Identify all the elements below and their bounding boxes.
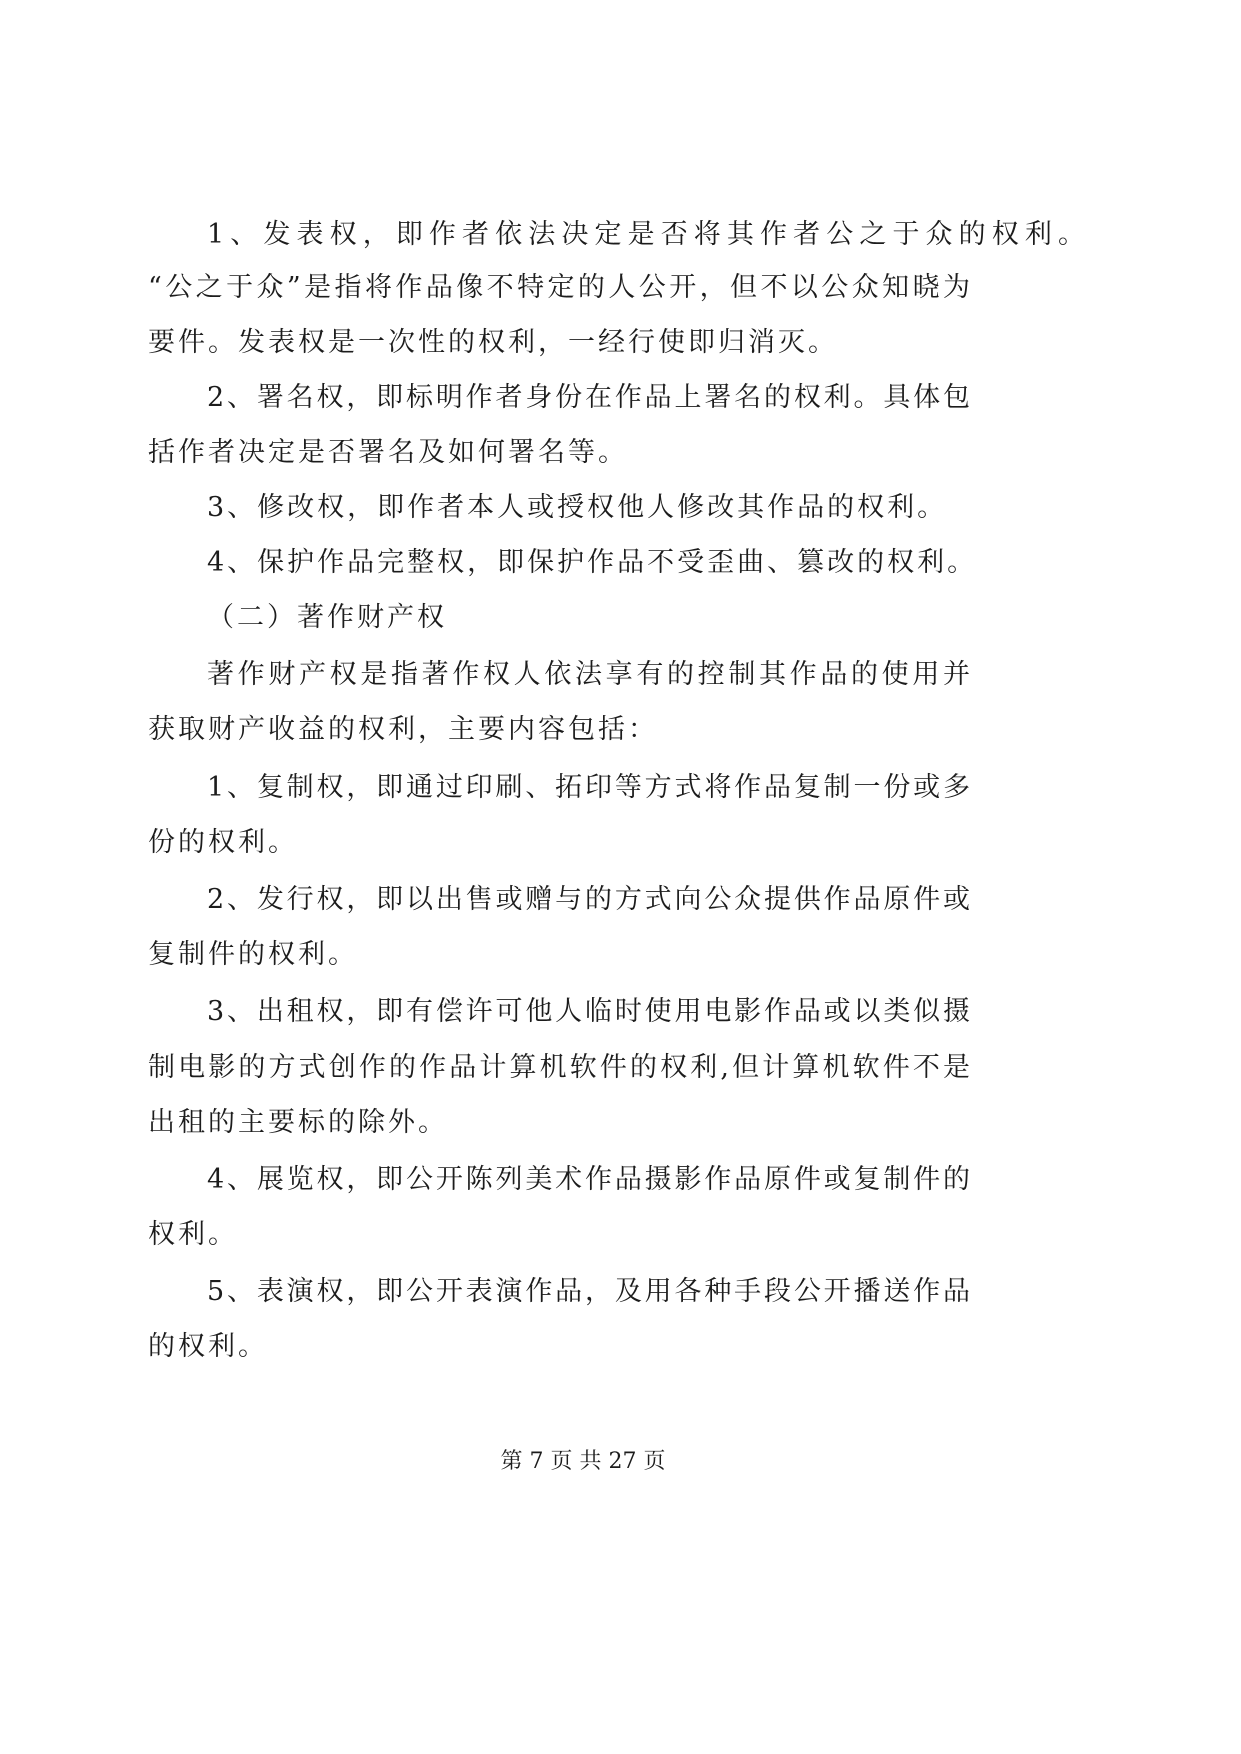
paragraph-line: 4、展览权，即公开陈列美术作品摄影作品原件或复制件的 [207,1164,970,1195]
paragraph-line: 2、署名权，即标明作者身份在作品上署名的权利。具体包 [207,382,970,413]
paragraph-line: 权利。 [148,1219,238,1250]
paragraph-line: 要件。发表权是一次性的权利，一经行使即归消灭。 [148,327,838,358]
paragraph-line: 份的权利。 [148,827,298,858]
paragraph-line: 1、发表权，即作者依法决定是否将其作者公之于众的权利。 [207,219,1085,250]
paragraph-line: 的权利。 [148,1331,268,1362]
paragraph-line: “公之于众”是指将作品像不特定的人公开，但不以公众知晓为 [148,272,970,303]
section-heading-text: （二）著作财产权 [207,602,447,633]
paragraph-line: 获取财产收益的权利，主要内容包括： [148,714,658,745]
paragraph-line: 复制件的权利。 [148,939,358,970]
paragraph-line: 4、保护作品完整权，即保护作品不受歪曲、篡改的权利。 [207,547,978,578]
paragraph-line: 著作财产权是指著作权人依法享有的控制其作品的使用并 [207,659,970,690]
paragraph-line: 3、修改权，即作者本人或授权他人修改其作品的权利。 [207,492,948,523]
paragraph-line: 制电影的方式创作的作品计算机软件的权利,但计算机软件不是 [148,1052,970,1083]
paragraph-line: 5、表演权，即公开表演作品，及用各种手段公开播送作品 [207,1276,970,1307]
paragraph-line: 2、发行权，即以出售或赠与的方式向公众提供作品原件或 [207,884,970,915]
paragraph-line: 3、出租权，即有偿许可他人临时使用电影作品或以类似摄 [207,996,970,1027]
paragraph-line: 括作者决定是否署名及如何署名等。 [148,437,628,468]
page-number-footer: 第 7 页 共 27 页 [500,1449,666,1474]
paragraph-line: 1、复制权，即通过印刷、拓印等方式将作品复制一份或多 [207,772,970,803]
paragraph-line: 出租的主要标的除外。 [148,1107,448,1138]
